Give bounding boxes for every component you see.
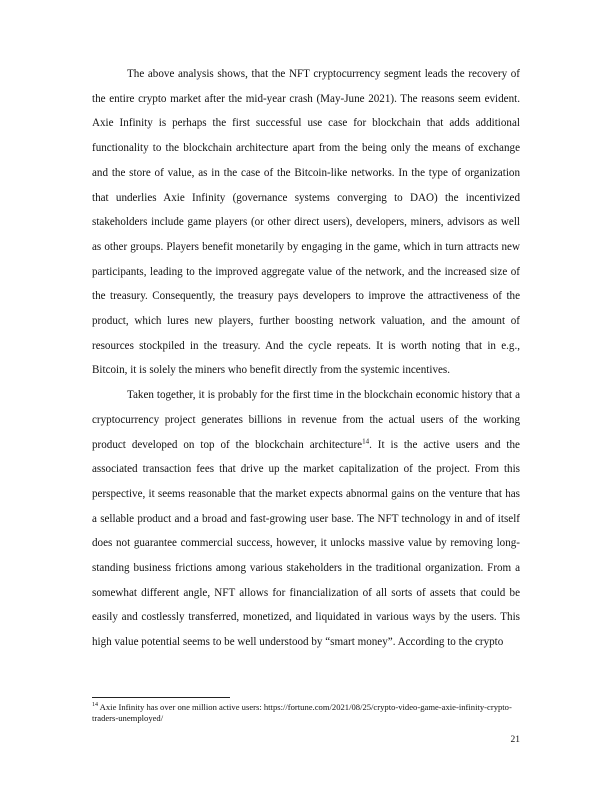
footnote-reference: 14 [362, 436, 370, 445]
body-text [92, 62, 520, 655]
footnote-text: Axie Infinity has over one million active users: https://fortune.com/2021/08/25/crypto-video-game-axie-infinity-crypto-traders-unemployed/ [92, 702, 512, 723]
paragraph-2-text-a: Taken together, it is probably for the first time in the blockchain economic history that a cryptocurrency project generates billions in revenue from the actual users of the working product developed on top of the blockchain architecture [92, 389, 520, 451]
paragraph-1: The above analysis shows, that the NFT cryptocurrency segment leads the recovery of the entire crypto market after the mid-year crash (May-June 2021). The reasons seem evident. Axie Infinity is perhaps the first successful use case for blockchain that adds additional functionality to the blockchain architecture apart from the being only the means of exchange and the store of value, as in the case of the Bitcoin-like networks. In the type of organization that underlies Axie Infinity (governance systems converging to DAO) the incentivized stakeholders include game players (or other direct users), developers, miners, advisors as well as other groups. Players benefit monetarily by engaging in the game, which in turn attracts new participants, leading to the improved aggregate value of the network, and the increased size of the treasury. Consequently, the treasury pays developers to improve the attractiveness of the product, which lures new players, further boosting network valuation, and the amount of resources stockpiled in the treasury. And the cycle repeats. It is worth noting that in e.g., Bitcoin, it is solely the miners who benefit directly from the systemic incentives. [92, 68, 520, 377]
paragraph-2 [92, 383, 520, 655]
paragraph-2-text-b: . It is the active users and the associated transaction fees that drive up the market capitalization of the project. From this perspective, it seems reasonable that the market expects abnormal gains on the venture that has a sellable product and a broad and fast-growing user base. The NFT technology in and of itself does not guarantee commercial success, however, it unlocks massive value by removing long-standing business frictions among various stakeholders in the traditional organization. From a somewhat different angle, NFT allows for financialization of all sorts of assets that could be easily and costlessly transferred, monetized, and liquidated in various ways by the users. This high value potential seems to be well understood by “smart money”. According to the crypto [92, 438, 520, 649]
footnote-number: 14 [92, 702, 98, 709]
footnote [92, 702, 520, 723]
page-number: 21 [510, 735, 520, 745]
footnote-divider [92, 697, 230, 698]
